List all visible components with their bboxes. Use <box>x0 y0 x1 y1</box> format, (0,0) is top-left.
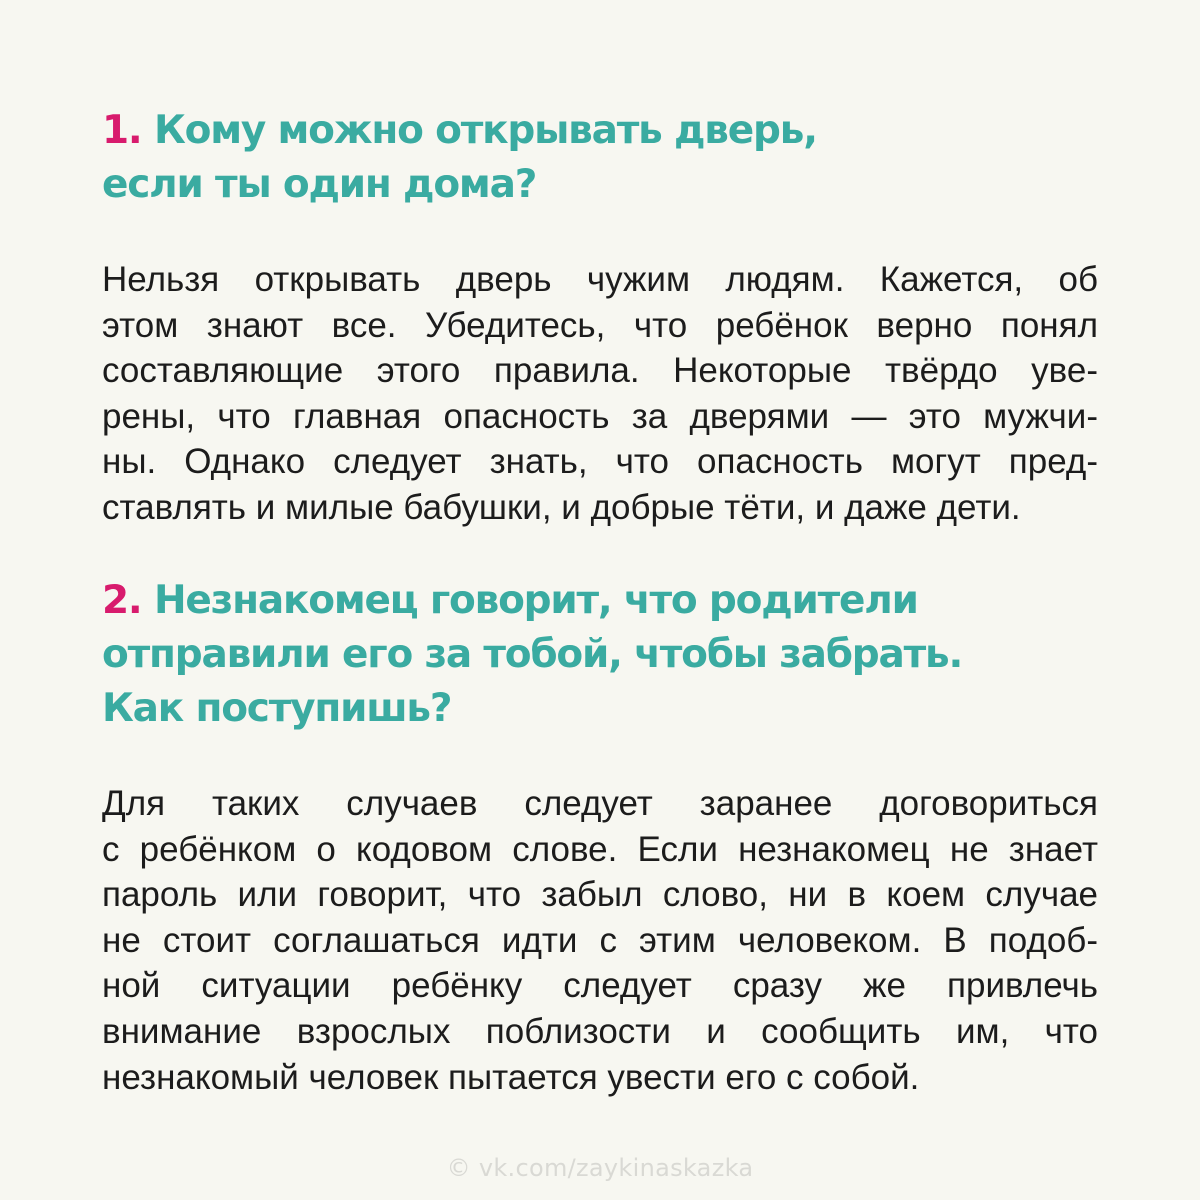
section-1-title-line-1: Кому можно открывать дверь, <box>153 108 817 153</box>
section-2-body-line: незнакомый человек пытается увести его с собой. <box>102 1057 920 1097</box>
section-2-title-line-1: Незнакомец говорит, что родители <box>153 578 918 623</box>
section-1-body-line: ставлять и милые бабушки, и добрые тёти, и даже дети. <box>102 487 1021 527</box>
section-2-body-line: ной ситуации ребёнку следует сразу же привлечь <box>102 966 1098 1006</box>
section-1-body-line: Нельзя открывать дверь чужим людям. Кажется, об <box>102 260 1098 299</box>
section-2-body-line: Для таких случаев следует заранее договориться <box>102 784 1098 823</box>
section-1-number: 1. <box>102 108 142 153</box>
section-2-title-line-3: Как поступишь? <box>102 686 452 731</box>
section-2-body-line: с ребёнком о кодовом слове. Если незнакомец не знает <box>102 829 1098 869</box>
section-2-body <box>102 781 1098 1100</box>
section-2-body-line: пароль или говорит, что забыл слово, ни в коем случае <box>102 875 1098 915</box>
section-1-body <box>102 257 1098 531</box>
section-1-body-line: рены, что главная опасность за дверями — это мужчи- <box>102 396 1098 436</box>
watermark: © vk.com/zaykinaskazka <box>446 1154 754 1182</box>
section-2-title-line-2: отправили его за тобой, чтобы забрать. <box>102 632 963 677</box>
section-2-body-line: не стоит соглашаться идти с этим человеком. В подоб- <box>102 920 1098 960</box>
section-1-body-line: этом знают все. Убедитесь, что ребёнок верно понял <box>102 305 1098 345</box>
section-2-body-line: внимание взрослых поблизости и сообщить им, что <box>102 1011 1098 1051</box>
section-1-title-line-2: если ты один дома? <box>102 162 537 207</box>
section-2-heading <box>102 574 1098 736</box>
section-1-body-line: составляющие этого правила. Некоторые твёрдо уве- <box>102 351 1098 391</box>
section-1-body-line: ны. Однако следует знать, что опасность могут пред- <box>102 442 1098 482</box>
section-2-number: 2. <box>102 578 142 623</box>
section-1-heading <box>102 104 1098 212</box>
article <box>102 0 1098 1200</box>
